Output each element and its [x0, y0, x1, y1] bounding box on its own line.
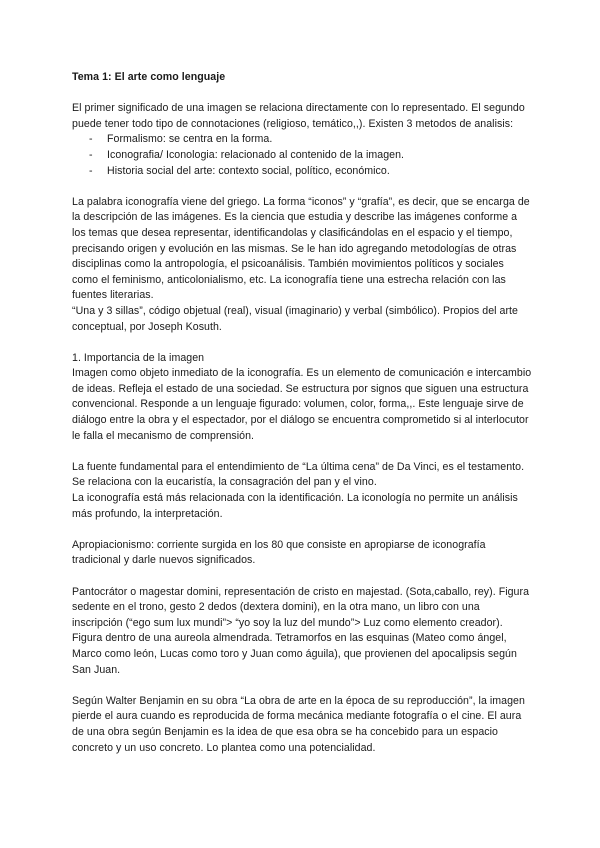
paragraph-gap [72, 444, 532, 460]
benjamin-paragraph: Según Walter Benjamin en su obra “La obra de arte en la época de su reproducción”, la imagen pierde el aura cuando es reproducida de forma mecánica mediante fotografía o el cine. El aura de una obra según Benjamin es la idea de que esa obra se ha concebido para un espacio concreto y un uso concreto. Lo plantea como una potencialidad. [72, 694, 525, 754]
kosuth-paragraph: “Una y 3 sillas”, código objetual (real), visual (imaginario) y verbal (simbólico). Propios del arte conceptual, por Joseph Kosuth. [72, 304, 518, 333]
method-iconografia: Iconografia/ Iconologia: relacionado al contenido de la imagen. [107, 148, 405, 161]
bullet-dash: - [89, 164, 93, 177]
list-item [72, 132, 532, 148]
paragraph-gap [72, 678, 532, 694]
document-title: Tema 1: El arte como lenguaje [72, 71, 226, 83]
iconologia-paragraph: La iconografía está más relacionada con la identificación. La iconología no permite un análisis más profundo, la interpretación. [72, 492, 518, 520]
pantocrator-paragraph: Pantocrátor o magestar domini, representación de cristo en majestad. (Sota,caballo, rey). Figura sedente en el trono, gesto 2 dedos (dextera domini), en la otra mano, un libro con una inscripción (“ego sum lux mundi”> “yo soy la luz del mundo”> Luz como elemento creador). Figura dentro de una aureola almendrada. Tetramorfos en las esquinas (Mateo como ángel, Marco como león, Lucas como toro y Juan como águila), que provienen del apocalipsis según San Juan. [72, 585, 530, 676]
list-item [72, 148, 532, 164]
bullet-dash: - [89, 133, 93, 146]
paragraph-gap [72, 522, 532, 538]
bullet-dash: - [89, 148, 93, 161]
section-1-paragraph: Imagen como objeto inmediato de la iconografía. Es un elemento de comunicación e intercambio de ideas. Refleja el estado de una sociedad. Se estructura por signos que siguen una estructura convencional. Responde a un lenguaje figurado: volumen, color, forma,,. Este lenguaje sirve de diálogo entre la obra y el espectador, por el diálogo se encuentra comprometido si al interlocutor le falla el mecanismo de comprensión. [72, 367, 532, 442]
list-item [72, 164, 532, 180]
method-formalismo: Formalismo: se centra en la forma. [107, 133, 273, 146]
methods-list [72, 132, 532, 179]
document-body [72, 70, 532, 756]
ultima-cena-paragraph: La fuente fundamental para el entendimiento de “La última cena” de Da Vinci, es el testamento. Se relaciona con la eucaristía, la consagración del pan y el vino. [72, 460, 525, 489]
apropiacionismo-paragraph: Apropiacionismo: corriente surgida en los 80 que consiste en apropiarse de iconografía tradicional y darle nuevos significados. [72, 538, 486, 567]
paragraph-gap [72, 335, 532, 351]
section-1-heading: 1. Importancia de la imagen [72, 351, 205, 364]
method-historia-social: Historia social del arte: contexto social, político, económico. [107, 164, 390, 177]
intro-paragraph: El primer significado de una imagen se relaciona directamente con lo representado. El segundo puede tener todo tipo de connotaciones (religioso, temático,,). Existen 3 metodos de analisis: [72, 102, 525, 130]
iconografia-paragraph: La palabra iconografía viene del griego. La forma “iconos” y “grafía”, es decir, que se encarga de la descripción de las imágenes. Es la ciencia que estudia y describe las imágenes conforme a los temas que desea representar, identificandolas y clasificándolas en el espacio y el tiempo, precisando origen y evolución en las mismas. Se le han ido agregando metodologías de otras disciplinas como la antropología, el psicoanálisis. También movimientos políticos y sociales como el feminismo, anticolonialismo, etc. La iconografía tiene una estrecha relación con las fuentes literarias. [72, 195, 530, 302]
paragraph-gap [72, 179, 532, 195]
paragraph-gap [72, 569, 532, 585]
